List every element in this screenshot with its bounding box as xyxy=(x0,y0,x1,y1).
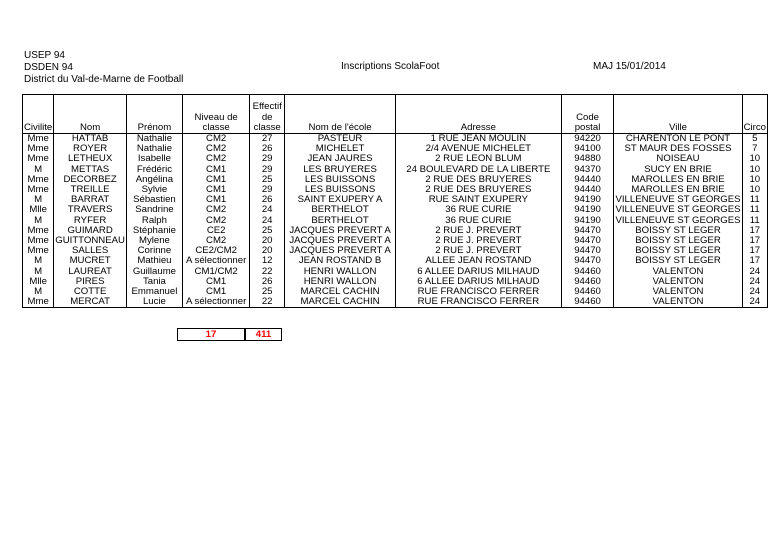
org-line-usep: USEP 94 xyxy=(24,50,65,61)
cell-nom: DECORBEZ xyxy=(54,175,127,185)
cell-adresse: 6 ALLEE DARIUS MILHAUD xyxy=(396,267,562,277)
cell-circo: 5 xyxy=(742,134,767,145)
cell-code-postal: 94370 xyxy=(561,165,614,175)
cell-adresse: 2 RUE DES BRUYERES xyxy=(396,175,562,185)
cell-niveau: CM2 xyxy=(182,205,249,215)
cell-civilite: M xyxy=(23,287,54,297)
cell-effectif: 25 xyxy=(250,287,285,297)
cell-circo: 10 xyxy=(742,154,767,164)
cell-ville: SUCY EN BRIE xyxy=(614,165,742,175)
table-row xyxy=(23,154,768,164)
cell-ecole: HENRI WALLON xyxy=(285,277,396,287)
table-row xyxy=(23,175,768,185)
cell-nom: RYFER xyxy=(54,216,127,226)
col-header-ecole: Nom de l'école xyxy=(285,95,396,134)
cell-ecole: LES BRUYERES xyxy=(285,165,396,175)
cell-niveau: CM2 xyxy=(182,236,249,246)
cell-prenom: Nathalie xyxy=(126,144,182,154)
cell-ville: BOISSY ST LEGER xyxy=(614,246,742,256)
col-header-civilite: Civilite xyxy=(23,95,54,134)
cell-nom: MUCRET xyxy=(54,256,127,266)
cell-nom: SALLES xyxy=(54,246,127,256)
org-line-district: District du Val-de-Marne de Football xyxy=(24,74,184,85)
cell-code-postal: 94470 xyxy=(561,246,614,256)
cell-adresse: 6 ALLEE DARIUS MILHAUD xyxy=(396,277,562,287)
cell-effectif: 29 xyxy=(250,185,285,195)
cell-code-postal: 94470 xyxy=(561,236,614,246)
cell-niveau: CM1/CM2 xyxy=(182,267,249,277)
table-row xyxy=(23,287,768,297)
total-classes: 17 xyxy=(177,328,245,341)
cell-niveau: CM1 xyxy=(182,175,249,185)
cell-circo: 7 xyxy=(742,144,767,154)
registrations-table xyxy=(22,94,768,308)
cell-code-postal: 94440 xyxy=(561,185,614,195)
cell-effectif: 25 xyxy=(250,226,285,236)
cell-nom: COTTE xyxy=(54,287,127,297)
cell-effectif: 24 xyxy=(250,216,285,226)
cell-circo: 10 xyxy=(742,165,767,175)
cell-prenom: Sébastien xyxy=(126,195,182,205)
cell-prenom: Corinne xyxy=(126,246,182,256)
cell-nom: BARRAT xyxy=(54,195,127,205)
cell-effectif: 29 xyxy=(250,165,285,175)
cell-effectif: 12 xyxy=(250,256,285,266)
cell-effectif: 27 xyxy=(250,134,285,145)
cell-code-postal: 94470 xyxy=(561,226,614,236)
cell-prenom: Emmanuel xyxy=(126,287,182,297)
cell-circo: 24 xyxy=(742,287,767,297)
cell-effectif: 26 xyxy=(250,144,285,154)
table-row xyxy=(23,216,768,226)
cell-ecole: MARCEL CACHIN xyxy=(285,287,396,297)
cell-ecole: BERTHELOT xyxy=(285,216,396,226)
cell-adresse: 2 RUE DES BRUYERES xyxy=(396,185,562,195)
cell-ecole: HENRI WALLON xyxy=(285,267,396,277)
col-header-circo: Circo xyxy=(742,95,767,134)
cell-effectif: 22 xyxy=(250,267,285,277)
cell-nom: TREILLE xyxy=(54,185,127,195)
cell-niveau: CM2 xyxy=(182,216,249,226)
cell-niveau: A sélectionner xyxy=(182,256,249,266)
cell-effectif: 26 xyxy=(250,277,285,287)
cell-civilite: M xyxy=(23,165,54,175)
cell-nom: GUITTONNEAU xyxy=(55,236,125,247)
cell-circo: 24 xyxy=(742,277,767,287)
cell-ville: NOISEAU xyxy=(614,154,742,164)
cell-ville: MAROLLES EN BRIE xyxy=(614,175,742,185)
cell-adresse: RUE FRANCISCO FERRER xyxy=(396,297,562,308)
document-title: Inscriptions ScolaFoot xyxy=(341,61,440,72)
cell-nom: HATTAB xyxy=(54,134,127,145)
cell-civilite: Mme xyxy=(23,134,54,145)
cell-ville: VILLENEUVE ST GEORGES xyxy=(615,215,741,226)
cell-nom: LAUREAT xyxy=(54,267,127,277)
table-row xyxy=(23,277,768,287)
cell-niveau: A sélectionner xyxy=(182,297,249,308)
table-row xyxy=(23,195,768,205)
cell-effectif: 20 xyxy=(250,246,285,256)
col-header-niveau: Niveau de classe xyxy=(182,95,249,134)
cell-niveau: CM1 xyxy=(182,277,249,287)
cell-code-postal: 94220 xyxy=(561,134,614,145)
total-effectif: 411 xyxy=(245,328,282,341)
col-header-effectif: Effectif de classe xyxy=(250,95,285,134)
cell-effectif: 25 xyxy=(250,175,285,185)
cell-niveau: CE2 xyxy=(182,226,249,236)
col-header-code-postal: Code postal xyxy=(561,95,614,134)
cell-prenom: Isabelle xyxy=(126,154,182,164)
cell-prenom: Ralph xyxy=(126,216,182,226)
cell-niveau: CE2/CM2 xyxy=(182,246,249,256)
cell-adresse: RUE SAINT EXUPERY xyxy=(396,195,562,205)
cell-circo: 10 xyxy=(742,185,767,195)
cell-adresse: RUE FRANCISCO FERRER xyxy=(396,287,562,297)
cell-prenom: Tania xyxy=(126,277,182,287)
cell-prenom: Stéphanie xyxy=(126,226,182,236)
cell-niveau: CM1 xyxy=(182,185,249,195)
cell-code-postal: 94470 xyxy=(561,256,614,266)
table-row xyxy=(23,134,768,145)
cell-prenom: Lucie xyxy=(126,297,182,308)
table-row xyxy=(23,205,768,215)
cell-prenom: Mylene xyxy=(126,236,182,246)
cell-ecole: JEAN JAURES xyxy=(285,154,396,164)
cell-effectif: 24 xyxy=(250,205,285,215)
cell-civilite: M xyxy=(23,216,54,226)
cell-ville: VALENTON xyxy=(614,287,742,297)
cell-civilite: Mme xyxy=(23,226,54,236)
cell-effectif: 29 xyxy=(250,154,285,164)
cell-civilite: Mme xyxy=(23,236,54,246)
cell-circo: 17 xyxy=(742,256,767,266)
cell-civilite: Mme xyxy=(23,175,54,185)
cell-civilite: M xyxy=(23,256,54,266)
cell-adresse: 24 BOULEVARD DE LA LIBERTE xyxy=(396,165,562,175)
table-row xyxy=(23,236,768,246)
cell-niveau: CM1 xyxy=(182,287,249,297)
cell-code-postal: 94190 xyxy=(561,205,614,215)
cell-ecole: SAINT EXUPERY A xyxy=(285,195,396,205)
cell-adresse: 2 RUE LEON BLUM xyxy=(396,154,562,164)
cell-code-postal: 94460 xyxy=(561,287,614,297)
cell-niveau: CM1 xyxy=(182,165,249,175)
org-line-dsden: DSDEN 94 xyxy=(24,62,73,73)
cell-ville: BOISSY ST LEGER xyxy=(614,256,742,266)
cell-civilite: Mme xyxy=(23,144,54,154)
cell-code-postal: 94460 xyxy=(561,277,614,287)
table-body xyxy=(23,134,768,308)
cell-ville: VALENTON xyxy=(614,267,742,277)
cell-adresse: 2 RUE J. PREVERT xyxy=(396,226,562,236)
cell-ville: ST MAUR DES FOSSES xyxy=(614,144,742,154)
cell-adresse: 1 RUE JEAN MOULIN xyxy=(396,134,562,145)
cell-civilite: M xyxy=(23,267,54,277)
cell-circo: 17 xyxy=(742,236,767,246)
cell-ville: VALENTON xyxy=(614,277,742,287)
cell-circo: 24 xyxy=(742,267,767,277)
cell-prenom: Sylvie xyxy=(126,185,182,195)
cell-code-postal: 94190 xyxy=(561,195,614,205)
cell-civilite: Mlle xyxy=(23,205,54,215)
col-header-adresse: Adresse xyxy=(396,95,562,134)
cell-adresse: 2/4 AVENUE MICHELET xyxy=(396,144,562,154)
cell-niveau: CM2 xyxy=(182,134,249,145)
cell-code-postal: 94100 xyxy=(561,144,614,154)
cell-ecole: PASTEUR xyxy=(285,134,396,145)
update-date: MAJ 15/01/2014 xyxy=(593,61,666,72)
table-row xyxy=(23,165,768,175)
cell-civilite: M xyxy=(23,195,54,205)
cell-circo: 11 xyxy=(742,205,767,215)
col-header-prenom: Prénom xyxy=(126,95,182,134)
cell-prenom: Guillaume xyxy=(126,267,182,277)
cell-nom: PIRES xyxy=(54,277,127,287)
cell-adresse: 36 RUE CURIE xyxy=(396,205,562,215)
cell-effectif: 26 xyxy=(250,195,285,205)
cell-civilite: Mme xyxy=(23,154,54,164)
cell-niveau: CM2 xyxy=(182,144,249,154)
cell-nom: GUIMARD xyxy=(54,226,127,236)
cell-code-postal: 94440 xyxy=(561,175,614,185)
cell-circo: 10 xyxy=(742,175,767,185)
table-row xyxy=(23,226,768,236)
table-row xyxy=(23,185,768,195)
cell-ville: VILLENEUVE ST GEORGES xyxy=(615,195,741,206)
cell-prenom: Angélina xyxy=(126,175,182,185)
table-row xyxy=(23,144,768,154)
cell-ecole: MICHELET xyxy=(285,144,396,154)
cell-effectif: 22 xyxy=(250,297,285,308)
cell-niveau: CM1 xyxy=(182,195,249,205)
cell-circo: 17 xyxy=(742,246,767,256)
cell-ville: CHARENTON LE PONT xyxy=(614,134,742,145)
cell-code-postal: 94880 xyxy=(561,154,614,164)
cell-civilite: Mme xyxy=(23,297,54,308)
cell-nom: LETHEUX xyxy=(54,154,127,164)
table-row xyxy=(23,256,768,266)
cell-ecole: LES BUISSONS xyxy=(285,175,396,185)
cell-ecole: BERTHELOT xyxy=(285,205,396,215)
cell-circo: 17 xyxy=(742,226,767,236)
cell-circo: 24 xyxy=(742,297,767,308)
cell-nom: ROYER xyxy=(54,144,127,154)
table-row xyxy=(23,267,768,277)
cell-civilite: Mlle xyxy=(23,277,54,287)
cell-ecole: JACQUES PREVERT A xyxy=(285,236,396,246)
organization-header xyxy=(24,50,183,86)
cell-civilite: Mme xyxy=(23,246,54,256)
cell-nom: TRAVERS xyxy=(54,205,127,215)
cell-prenom: Nathalie xyxy=(126,134,182,145)
cell-prenom: Frédéric xyxy=(126,165,182,175)
cell-adresse: ALLEE JEAN ROSTAND xyxy=(396,256,562,266)
cell-effectif: 20 xyxy=(250,236,285,246)
cell-ecole: MARCEL CACHIN xyxy=(285,297,396,308)
table-header-row xyxy=(23,95,768,134)
table-row xyxy=(23,246,768,256)
cell-code-postal: 94460 xyxy=(561,267,614,277)
cell-ville: BOISSY ST LEGER xyxy=(614,236,742,246)
cell-circo: 11 xyxy=(742,195,767,205)
cell-adresse: 2 RUE J. PREVERT xyxy=(396,236,562,246)
cell-ville: BOISSY ST LEGER xyxy=(614,226,742,236)
cell-niveau: CM2 xyxy=(182,154,249,164)
cell-civilite: Mme xyxy=(23,185,54,195)
cell-ecole: JACQUES PREVERT A xyxy=(285,226,396,236)
cell-nom: METTAS xyxy=(54,165,127,175)
col-header-ville: Ville xyxy=(614,95,742,134)
cell-adresse: 2 RUE J. PREVERT xyxy=(396,246,562,256)
cell-code-postal: 94190 xyxy=(561,216,614,226)
cell-nom: MERCAT xyxy=(54,297,127,308)
cell-ecole: LES BUISSONS xyxy=(285,185,396,195)
cell-prenom: Mathieu xyxy=(126,256,182,266)
cell-adresse: 36 RUE CURIE xyxy=(396,216,562,226)
cell-ville: VALENTON xyxy=(614,297,742,308)
cell-ecole: JEAN ROSTAND B xyxy=(285,256,396,266)
col-header-nom: Nom xyxy=(54,95,127,134)
cell-ecole: JACQUES PREVERT A xyxy=(285,246,396,256)
cell-prenom: Sandrine xyxy=(126,205,182,215)
cell-ville: MAROLLES EN BRIE xyxy=(614,185,742,195)
table-row xyxy=(23,297,768,308)
cell-circo: 11 xyxy=(742,216,767,226)
cell-ville: VILLENEUVE ST GEORGES xyxy=(615,205,741,216)
cell-code-postal: 94460 xyxy=(561,297,614,308)
